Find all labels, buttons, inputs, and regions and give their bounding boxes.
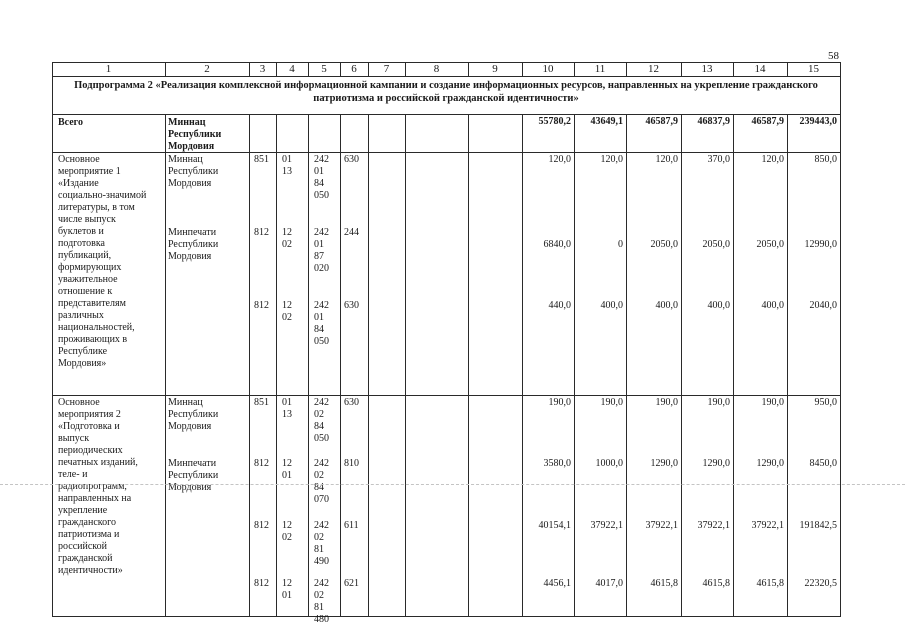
total-row-executor: Миннац Республики Мордовия — [168, 117, 222, 152]
amount-cell: 37922,1 — [590, 520, 623, 531]
amount-cell: 950,0 — [814, 397, 837, 408]
table-vertical-rule — [787, 114, 788, 617]
table-vertical-rule — [522, 114, 523, 617]
amount-cell: 2050,0 — [650, 239, 678, 250]
amount-cell: 120,0 — [655, 154, 678, 165]
target-article-cell: 242 02 84 070 — [314, 458, 329, 505]
table-vertical-rule — [468, 114, 469, 617]
amount-cell: 2040,0 — [809, 300, 837, 311]
expense-type-cell: 611 — [344, 520, 359, 531]
column-number-header: 6 — [351, 63, 357, 75]
total-row-label: Всего — [58, 117, 83, 128]
scan-artifact-line — [0, 484, 905, 485]
grbs-code-cell: 812 — [254, 300, 269, 311]
column-number-header: 12 — [648, 63, 659, 75]
table-vertical-rule — [840, 62, 841, 617]
table-vertical-rule — [340, 114, 341, 617]
expense-type-cell: 630 — [344, 300, 359, 311]
measure-label: Основное мероприятие 1 «Издание социально-значимой литературы, в том числе выпуск буклетов и подготовка публикаций, формирующих уважительное отношение к представителям различных национальностей, проживающих в Республике Мордовия» — [58, 154, 147, 369]
amount-cell: 400,0 — [600, 300, 623, 311]
amount-cell: 4456,1 — [543, 578, 571, 589]
column-number-header: 14 — [754, 63, 766, 75]
executor-cell: Минпечати Республики Мордовия — [168, 227, 219, 262]
amount-cell: 190,0 — [655, 397, 678, 408]
table-horizontal-rule — [52, 76, 841, 77]
amount-cell: 1290,0 — [756, 458, 784, 469]
column-number-header: 2 — [204, 63, 210, 75]
grbs-code-cell: 812 — [254, 458, 269, 469]
amount-cell: 190,0 — [707, 397, 730, 408]
amount-cell: 37922,1 — [751, 520, 784, 531]
amount-cell: 4615,8 — [702, 578, 730, 589]
measure-label: Основное мероприятия 2 «Подготовка и выпуск периодических печатных изданий, теле- и радиопрограмм, направленных на укрепление гражданского патриотизма и российской гражданской идентичности» — [58, 397, 138, 576]
section-code-cell: 01 13 — [282, 397, 292, 420]
column-number-header: 11 — [594, 63, 606, 75]
column-number-header: 15 — [808, 63, 819, 75]
executor-cell: Миннац Республики Мордовия — [168, 397, 219, 432]
total-value-cell: 239443,0 — [799, 116, 837, 127]
column-number-header: 4 — [289, 63, 295, 75]
subprogram-title: Подпрограмма 2 «Реализация комплексной информационной кампании и создание информационных ресурсов, направленных на укрепление гражданского патриотизма и российской гражданской идентичности» — [74, 80, 818, 104]
section-code-cell: 12 02 — [282, 300, 292, 323]
table-horizontal-rule — [52, 616, 841, 617]
grbs-code-cell: 812 — [254, 578, 269, 589]
amount-cell: 400,0 — [655, 300, 678, 311]
expense-type-cell: 630 — [344, 397, 359, 408]
amount-cell: 40154,1 — [538, 520, 571, 531]
amount-cell: 120,0 — [548, 154, 571, 165]
amount-cell: 120,0 — [761, 154, 784, 165]
column-number-header: 8 — [433, 63, 440, 75]
section-code-cell: 12 01 — [282, 578, 292, 601]
table-vertical-rule — [733, 114, 734, 617]
table-horizontal-rule — [52, 395, 841, 396]
expense-type-cell: 244 — [344, 227, 359, 238]
amount-cell: 37922,1 — [645, 520, 678, 531]
table-horizontal-rule — [52, 62, 841, 63]
table-vertical-rule — [368, 114, 369, 617]
amount-cell: 37922,1 — [697, 520, 730, 531]
amount-cell: 400,0 — [707, 300, 730, 311]
grbs-code-cell: 812 — [254, 520, 269, 531]
amount-cell: 2050,0 — [756, 239, 784, 250]
target-article-cell: 242 02 81 480 — [314, 578, 329, 625]
column-number-header: 1 — [105, 63, 112, 75]
section-code-cell: 01 13 — [282, 154, 292, 177]
grbs-code-cell: 812 — [254, 227, 269, 238]
amount-cell: 850,0 — [814, 154, 837, 165]
table-vertical-rule — [52, 62, 53, 617]
total-value-cell: 46587,9 — [645, 116, 678, 127]
table-vertical-rule — [308, 114, 309, 617]
column-number-header: 3 — [259, 63, 266, 75]
amount-cell: 190,0 — [761, 397, 784, 408]
table-vertical-rule — [276, 114, 277, 617]
column-number-header: 9 — [492, 63, 498, 75]
amount-cell: 400,0 — [761, 300, 784, 311]
amount-cell: 1000,0 — [595, 458, 623, 469]
amount-cell: 1290,0 — [702, 458, 730, 469]
total-value-cell: 46837,9 — [697, 116, 730, 127]
target-article-cell: 242 02 84 050 — [314, 397, 329, 444]
table-vertical-rule — [405, 114, 406, 617]
amount-cell: 440,0 — [548, 300, 571, 311]
column-number-header: 5 — [321, 63, 327, 75]
amount-cell: 4615,8 — [756, 578, 784, 589]
amount-cell: 22320,5 — [804, 578, 837, 589]
grbs-code-cell: 851 — [254, 397, 269, 408]
total-value-cell: 55780,2 — [538, 116, 571, 127]
amount-cell: 120,0 — [600, 154, 623, 165]
executor-cell: Миннац Республики Мордовия — [168, 154, 219, 189]
column-number-header: 10 — [542, 63, 554, 75]
table-vertical-rule — [626, 114, 627, 617]
target-article-cell: 242 01 87 020 — [314, 227, 329, 274]
total-value-cell: 43649,1 — [590, 116, 623, 127]
target-article-cell: 242 01 84 050 — [314, 300, 329, 347]
table-vertical-rule — [574, 114, 575, 617]
column-number-header: 13 — [701, 63, 713, 75]
amount-cell: 2050,0 — [702, 239, 730, 250]
amount-cell: 1290,0 — [650, 458, 678, 469]
amount-cell: 0 — [618, 239, 623, 250]
table-vertical-rule — [681, 114, 682, 617]
expense-type-cell: 810 — [344, 458, 359, 469]
amount-cell: 190,0 — [548, 397, 571, 408]
amount-cell: 190,0 — [600, 397, 623, 408]
amount-cell: 12990,0 — [804, 239, 837, 250]
table-vertical-rule — [165, 114, 166, 617]
amount-cell: 191842,5 — [799, 520, 837, 531]
column-number-header: 7 — [383, 63, 390, 75]
table-horizontal-rule — [52, 114, 841, 115]
expense-type-cell: 621 — [344, 578, 359, 589]
amount-cell: 370,0 — [707, 154, 730, 165]
target-article-cell: 242 02 81 490 — [314, 520, 329, 567]
amount-cell: 3580,0 — [543, 458, 571, 469]
amount-cell: 6840,0 — [543, 239, 571, 250]
expense-type-cell: 630 — [344, 154, 359, 165]
executor-cell: Минпечати Республики Мордовия — [168, 458, 219, 493]
amount-cell: 8450,0 — [809, 458, 837, 469]
grbs-code-cell: 851 — [254, 154, 269, 165]
amount-cell: 4615,8 — [650, 578, 678, 589]
table-vertical-rule — [249, 114, 250, 617]
section-code-cell: 12 02 — [282, 520, 292, 543]
page-number: 58 — [828, 50, 839, 62]
section-code-cell: 12 02 — [282, 227, 292, 250]
target-article-cell: 242 01 84 050 — [314, 154, 329, 201]
total-value-cell: 46587,9 — [751, 116, 784, 127]
section-code-cell: 12 01 — [282, 458, 292, 481]
amount-cell: 4017,0 — [595, 578, 623, 589]
